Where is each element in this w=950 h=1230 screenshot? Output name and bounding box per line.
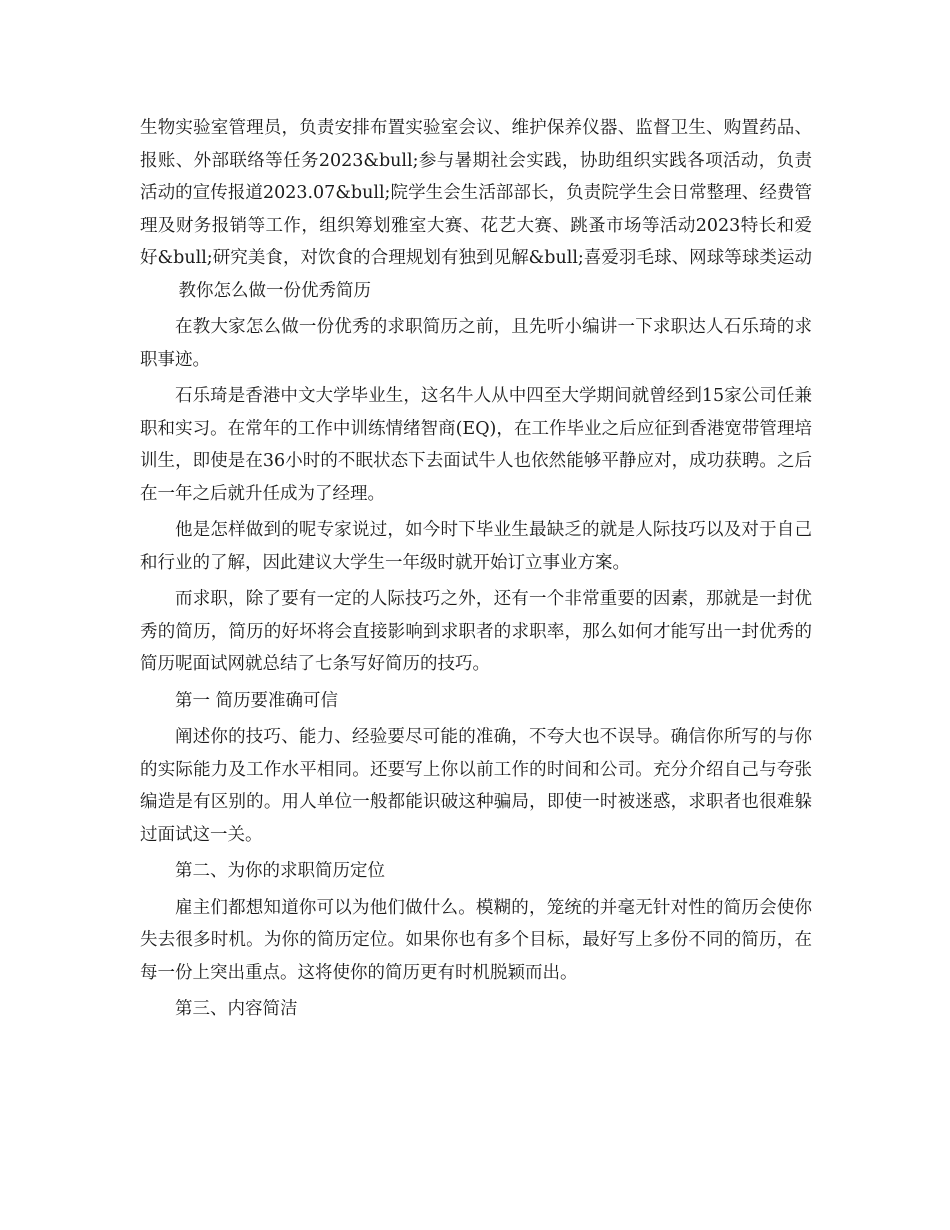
section-heading-resume-tips: 教你怎么做一份优秀简历 <box>178 280 371 301</box>
paragraph-tip-1: 阐述你的技巧、能力、经验要尽可能的准确，不夸大也不误导。确信你所写的与你的实际能力及工作水平相同。还要写上你以前工作的时间和公司。充分介绍自己与夸张编造是有区别的。用人单位一般都能识破这种骗局，即使一时被迷惑，求职者也很难躲过面试这一关。 <box>140 727 812 845</box>
paragraph-resume-importance: 而求职，除了要有一定的人际技巧之外，还有一个非常重要的因素，那就是一封优秀的简历，简历的好坏将会直接影响到求职者的求职率，那么如何才能写出一封优秀的简历呢面试网就总结了七条写好简历的技巧。 <box>140 589 812 674</box>
heading-tip-2: 第二、为你的求职简历定位 <box>175 861 385 881</box>
paragraph-tip-2: 雇主们都想知道你可以为他们做什么。模糊的，笼统的并毫无针对性的简历会使你失去很多时机。为你的简历定位。如果你也有多个目标，最好写上多份不同的简历，在每一份上突出重点。这将使你的简历更有时机脱颖而出。 <box>140 897 812 983</box>
paragraph-case-story: 石乐琦是香港中文大学毕业生，这名牛人从中四至大学期间就曾经到15家公司任兼职和实习。在常年的工作中训练情绪智商(EQ)，在工作毕业之后应征到香港宽带管理培训生，即使是在36小时的不眠状态下去面试牛人也依然能够平静应对，成功获聘。之后在一年之后就升任成为了经理。 <box>140 386 812 504</box>
paragraph-intro: 在教大家怎么做一份优秀的求职简历之前，且先听小编讲一下求职达人石乐琦的求职事迹。 <box>140 317 812 370</box>
heading-tip-1: 第一 简历要准确可信 <box>175 690 339 711</box>
paragraph-expert-advice: 他是怎样做到的呢专家说过，如今时下毕业生最缺乏的就是人际技巧以及对于自己和行业的了解，因此建议大学生一年级时就开始订立事业方案。 <box>140 520 812 573</box>
paragraph-resume-activities <box>140 112 812 307</box>
heading-tip-3: 第三、内容简洁 <box>175 999 298 1019</box>
document-body <box>140 112 812 1030</box>
paragraph-text: 生物实验室管理员，负责安排布置实验室会议、维护保养仪器、监督卫生、购置药品、报账、外部联络等任务2023&bull;参与暑期社会实践，协助组织实践各项活动，负责活动的宣传报道2023.07&bull;院学生会生活部部长，负责院学生会日常整理、经费管理及财务报销等工作，组织筹划雅室大赛、花艺大赛、跳蚤市场等活动2023特长和爱好&bull;研究美食，对饮食的合理规划有独到见解&bull;喜爱羽毛球、网球等球类运动 <box>140 118 812 268</box>
